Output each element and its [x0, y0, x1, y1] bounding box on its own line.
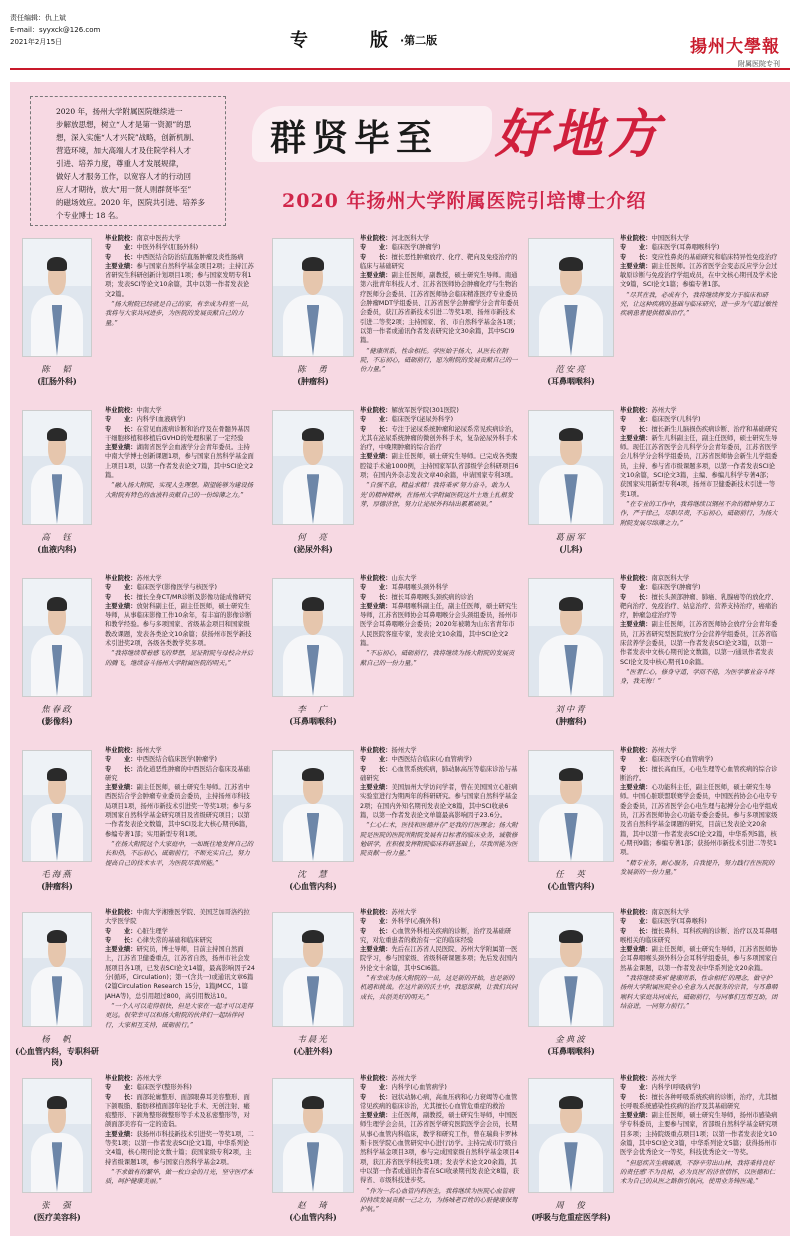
doctor-caption — [12, 1033, 102, 1068]
intro-line: 引进、培养力度，尊重人才发展规律， — [56, 159, 184, 168]
doctor-photo — [272, 410, 354, 525]
school-row: 毕业院校：解放军医学院(301医院) — [360, 407, 459, 414]
doctor-photo — [528, 410, 614, 525]
doctor-department: (影像科) — [41, 716, 73, 726]
doctor-department: (医疗美容科) — [33, 1212, 81, 1222]
achievement-row: 主要业绩：美国加州大学访问学者，曾在美国国立心脏病实验室进行为期两年的科研研究。参与国家自然科学基金2项；在国内外知名期刊发表论文8篇，其中SCI收录6篇，以第一作者发表论文单篇最高影响因子23.6分。 — [360, 784, 518, 820]
doctor-name: 葛丽军 — [555, 533, 587, 543]
major-row: 专 业：中西医结合临床医学(肿瘤学) — [105, 756, 217, 764]
doctor-caption — [12, 363, 102, 387]
specialty-row: 专 长：中西医结合防治结直肠肿瘤及炎性肠病 — [105, 253, 244, 261]
doctor-quote: “尽其在我，必成有个，我将继续挥发力于临床和研究，让这种疾病的基础与临床研究，进一步为气道过敏性疾病患者提供精准治疗。” — [620, 291, 778, 318]
doctor-department: (肿瘤科) — [555, 716, 587, 726]
intro-line: 2020 年，扬州大学附属医院继续进一 — [56, 107, 183, 116]
doctor-quote: “不求做有的繁华，做一枚白金的月光，坚守医疗本质，呵护健康美丽。” — [105, 1168, 254, 1186]
doctor-caption — [518, 868, 624, 892]
hero-title-accent: 好地方 — [495, 104, 664, 165]
doctor-department: (耳鼻咽喉科) — [547, 376, 595, 386]
doctor-caption — [12, 1199, 102, 1223]
doctor-caption — [518, 1033, 624, 1057]
doctor-department: (耳鼻咽喉科) — [547, 1046, 595, 1056]
school-row: 毕业院校：扬州大学 — [105, 747, 162, 754]
intro-line: 个专业博士 18 名。 — [56, 211, 123, 220]
header-info — [10, 12, 190, 48]
specialty-row: 专 长：擅长全身CT/MR诊断及影像功能成像研究 — [105, 593, 252, 601]
doctor-department: (肿瘤科) — [297, 376, 329, 386]
achievement-row: 主要业绩：耳鼻咽喉科副主任，副主任医师，硕士研究生导师，江苏省医师协会耳鼻咽喉分会头颈组委员，扬州市医学会耳鼻咽喉分会委员；2020年被聘为山东省青年市人民医院客座专家，发表论文10余篇，其中SCI论文2篇。 — [360, 602, 518, 648]
intro-line: 步解放思想，树立“人才是第一资源”的思 — [56, 120, 192, 129]
achievement-row: 主要业绩：心功能科主任，副主任医师，硕士研究生导师。中国心脏联盟联赛学会委员，中国医药协会心电专专委会委员，江苏省医学会心电生理与起搏分会心电学组成员，江苏省医师协会心功能专委会委员。参与多项国家级及省自然科学基金课题的研究，目前已发表论文20余篇，其中以第一作者发表SCI论文2篇，中华系列5篇，核心期刊9篇；参编专著1部；获扬州市新技术引进二等奖1项。 — [620, 784, 778, 857]
school-row: 毕业院校：苏州大学 — [105, 575, 162, 582]
doctor-quote: “融入扬大附院，实现人生理想。期望能够为建设扬大附院有特色的血液科贡献自己的一份绵薄之力。” — [105, 482, 254, 499]
doctor-profile — [105, 908, 255, 1068]
doctor-department: (血液内科) — [37, 544, 77, 554]
doctor-quote: “精专业务，耐心服务，自我提升，努力践行在医院的发展新的一份力量。” — [620, 859, 775, 876]
doctor-department: (肿瘤科) — [41, 881, 73, 891]
email-line[interactable]: E-mail：syyxck@126.com — [10, 26, 101, 34]
specialty-row: 专 长：擅长耳鼻咽喉头颈疾病的诊治 — [360, 593, 474, 601]
doctor-name: 毛海燕 — [41, 870, 73, 880]
doctor-quote: “有幸成为扬大附院的一员，这是新的开始，也是新的机遇和挑战。在这片新的沃土中，我愿深耕，让我们共同成长，共创美好的明天。” — [360, 975, 518, 1001]
achievement-row: 主要业绩：副主任医师，硕士研究生导师，江苏省医师协会耳鼻咽喉头颈外科分会耳科学组委员，参与多项国家自然基金课题，以第一作者发表中华系列论文20余篇。 — [620, 946, 778, 972]
specialty-row: 专 长：专注于泌尿系统肿瘤和泌尿系常见疾病诊治，尤其在泌尿系统肿瘤的微创外科手术，复杂泌尿外科手术治疗，中晚期肿瘤的综合治疗 — [360, 425, 518, 452]
specialty-row: 专 长：擅长恶性肿瘤放疗、化疗、靶向及免疫治疗的临床与基础研究 — [360, 253, 518, 270]
doctor-photo — [528, 750, 614, 862]
major-row: 专 业：临床医学(泌尿外科学) — [360, 416, 454, 424]
doctor-profile — [105, 746, 255, 901]
intro-line: 营造环境，加大高端人才及住院学科人才 — [56, 146, 191, 155]
doctor-caption — [262, 703, 364, 727]
doctor-profile — [620, 908, 778, 1068]
major-row: 专 业：内科学(呼吸病学) — [620, 1084, 701, 1092]
specialty-row: 专 长：变应性鼻炎的基础研究和临床特异性免疫治疗 — [620, 253, 778, 261]
hero-title: 群贤毕至 — [270, 117, 439, 159]
doctor-photo — [22, 578, 92, 697]
doctor-profile — [105, 234, 255, 399]
specialty-row: 专 长：擅长各种呼吸系统疾病的诊断，治疗，尤其擅长呼吸系统感染性疾病的治疗及其基础研究 — [620, 1093, 778, 1110]
major-row: 专 业：临床医学(心血管病学) — [620, 756, 714, 764]
date-line: 2021年2月15日 — [10, 38, 63, 46]
doctor-caption — [12, 703, 102, 727]
doctor-quote: “一个人可以走得很快，但是大家在一起才可以走得更远。很荣幸可以和扬大附院的伙伴们一起结伴同行，大家相互支持，砥砺前行。” — [105, 1002, 254, 1029]
doctor-photo — [272, 578, 354, 697]
masthead — [630, 32, 780, 69]
school-row: 毕业院校：河北医科大学 — [360, 235, 430, 242]
doctor-department: (心血管内科) — [289, 1212, 337, 1222]
major-row: 专 业：临床医学(肿瘤学) — [620, 584, 701, 592]
school-row: 毕业院校：苏州大学 — [105, 1075, 162, 1082]
doctor-caption — [518, 531, 624, 555]
section-title: 专 版 — [290, 30, 410, 51]
school-row: 毕业院校：中国医科大学 — [620, 235, 690, 242]
doctor-profile — [360, 908, 520, 1068]
doctor-department: (心脏外科) — [293, 1046, 333, 1056]
achievement-row: 主要业绩：副主任医师，硕士研究生导师。已完成各类腹腔镜手术逾1000例，主持国家军队省部级学会科研项目6项；在国内外杂志发表文章40余篇，申请国家专利3项。 — [360, 453, 519, 480]
editor-line: 责任编辑：仇上斌 — [10, 14, 66, 22]
doctor-name: 焦春政 — [41, 705, 73, 715]
doctor-quote: “我将继续带着感飞的梦想，见证附院与母校合并后的腾飞，继续奋斗扬州大学附属医院的明天。” — [105, 650, 254, 667]
doctor-department: (呼吸与危重症医学科) — [531, 1212, 611, 1222]
doctor-caption — [262, 531, 364, 555]
doctor-profile — [620, 574, 778, 739]
doctor-department: (耳鼻咽喉科) — [289, 716, 337, 726]
doctor-name: 金典波 — [555, 1035, 587, 1045]
achievement-row: 主要业绩：副主任医师，江苏省医师协会放疗分会青年委员，江苏省研究型医院放疗分会营养学组委员，江苏省临床营养学会委员，以第一作者发表SCI论文3篇，以第一作者发表中文核心期刊论文数篇，以第一/通讯作者发表SCI论文及中核心期刊10余篇。 — [620, 621, 778, 666]
doctor-department: (儿科) — [559, 544, 583, 554]
specialty-row: 专 长：面部轮廓整形、面部眼鼻耳美容整形、面下颌吸脂、脂肪移植面部年轻化手术、无创注射、瘢痕整形、下颌角整形微整形等手术及私密整形等，对颌面部美容有一定的造诣。 — [105, 1093, 250, 1129]
doctor-quote: “我将继续秉承‘健康所系，性命相托’的理念，做守护扬州大学附属医院全心全意为人民服务的宗旨，与耳鼻咽喉科大家庭共同成长，砥砺前行，与同事们互帮互助，团结奋进，一同努力前行。” — [620, 975, 778, 1010]
doctor-department: (心血管内科) — [289, 881, 337, 891]
doctor-photo — [272, 238, 354, 357]
major-row: 专 业：临床医学(影像医学与核医学) — [105, 584, 217, 592]
doctor-quote: “但愿疾苦生病痛涌，不辞辛劳出山林，我将秉持良好的责任感‘不为良相，必为良医’的济世情怀，以医德和仁术为自己的从医之路指引航向，使用业务铸医魂。” — [620, 1159, 776, 1186]
intro-box — [30, 96, 226, 226]
doctor-name: 韦晨光 — [297, 1035, 329, 1045]
doctor-photo — [528, 912, 614, 1027]
doctor-caption — [12, 531, 102, 555]
school-row: 毕业院校：山东大学 — [360, 575, 417, 582]
achievement-row: 主要业绩：湖南省医学会血液学分会青年委员。主持中南大学博士创新课题1项，参与国家自然科学基金面上项目1项，以第一作者发表论文7篇，其中SCI论文2篇。 — [105, 444, 254, 480]
doctor-caption — [262, 868, 364, 892]
specialty-row: 专 长：消化道恶性肿瘤的中西医结合临床及基础研究 — [105, 765, 250, 782]
achievement-row: 主要业绩：副主任医师，副教授，硕士研究生导师。南通第六批青年科技人才、江苏省医师协会肿瘤化疗与生物治疗医师分会委员、江苏省医师协会临床精准医疗专业委员会肿瘤MDT学组委员、江苏省医学会肿瘤学分会青年委员会委员，获江苏省新技术引进二等奖1项、扬州市新技术引进二等奖2项；主持国家、省、市自然科学基金各1项；以第一作者或通讯作者发表研究论文30余篇，其中SCI9篇。 — [360, 272, 520, 345]
doctor-photo — [22, 912, 92, 1027]
doctor-quote: “自强不息，精益求精！我将秉承‘努力奋斗，敢为人先’的精神精神，在扬州大学附属医院这片土地上扎根发芽，厚德济世，努力让泌尿外科结出累累硕果。” — [360, 482, 514, 508]
major-row: 专 业：临床医学(耳鼻喉科) — [620, 918, 707, 926]
major-row: 专 业：耳鼻咽喉头颈外科学 — [360, 584, 449, 592]
doctor-photo — [528, 578, 614, 697]
school-row: 毕业院校：中南大学湘雅医学院、美国芝加哥洛约拉大学医学院 — [105, 909, 250, 926]
doctor-profile — [360, 406, 520, 566]
doctor-name: 杨 帆 — [41, 1035, 73, 1045]
doctor-quote: “在专业的工作中，我将继续以钢丝不舍的精神努力工作，严于律己，尽职尽责，不忘初心，砥砺前行，为扬大附院发展尽绵薄之力。” — [620, 500, 778, 527]
doctor-name: 周 俊 — [555, 1201, 587, 1211]
major-row: 专 业：外科学(心胸外科) — [360, 918, 441, 926]
achievement-row: 主要业绩：新生儿科副主任，副主任医师，硕士研究生导师。现任江苏省医学会儿科学分会青年委员，江苏省医学会儿科学分会科学组委员，江苏省医师协会新生儿学组委员，主持、参与省市级课题多项，以第一作者发表SCI论文10余篇，SCI论文3篇，主编、参编儿科学专著4部；获国家实用新型专利4项，扬州市卫健委新技术引进一等奖1项。 — [620, 434, 778, 498]
doctor-name: 沈 慧 — [297, 870, 329, 880]
doctor-department: (心血管内科) — [547, 881, 595, 891]
achievement-row: 主要业绩：副主任医师。江苏省医学会变态反应学分会过敏原诊断与免疫治疗学组成员，在中文核心期刊及学术论文9篇，SCI论文1篇；参编专著1部。 — [620, 262, 778, 289]
major-row: 专 业：临床医学(儿科学) — [620, 416, 701, 424]
doctor-profile — [360, 234, 520, 399]
doctor-department: (心血管内科，专职科研岗) — [15, 1046, 99, 1067]
achievement-row: 主要业绩：研究员，博士导师，目前主持国自然面上，江苏省卫健委重点，江苏省自然，扬州市社会发展项目各1项，已发表SCI论文14篇，最高影响因子24分(循环，Circulation)；第一(含共一)或通讯文章6篇(2篇Circulation Research 15分，1篇JMCC，1篇JAHA等)，总引用超过800，高引用数达10。 — [105, 946, 255, 1000]
doctor-name: 张 强 — [41, 1201, 73, 1211]
intro-line: 应人才期待，放大“用一贤人则群贤毕至” — [56, 185, 192, 194]
doctor-photo — [528, 238, 614, 357]
achievement-row: 主要业绩：参与国家自然科学基金项目2项；主持江苏省研究生科研创新计划项目1项；参与国家发明专利1项；发表SCI等论文10余篇，其中以第一作者发表论文2篇。 — [105, 262, 254, 298]
specialty-row: 专 长：擅长新生儿脑损伤疾病诊断、治疗和基础研究 — [620, 425, 778, 433]
achievement-row: 主要业绩：副主任医师，硕士研究生导师。江苏省中西医结合学会肿瘤专业委员会委员，主持扬州市科技局项目1项，扬州市新技术引进奖一等奖1项；参与多项国家自然科学基金研究项目及省级研究项目；以第一作者发表论文数篇，其中SCI及北大核心期刊6篇，参编专著1部；实用新型专利1项。 — [105, 784, 252, 838]
doctor-name: 何 亮 — [297, 533, 329, 543]
school-row: 毕业院校：苏州大学 — [620, 747, 677, 754]
doctor-name: 李 广 — [297, 705, 329, 715]
major-row: 专 业：心脏生理学 — [105, 927, 168, 935]
doctor-department: (泌尿外科) — [293, 544, 333, 554]
doctor-photo — [272, 750, 354, 862]
doctor-caption — [262, 1199, 364, 1223]
achievement-row: 主要业绩：先后在江苏省人民医院、苏州大学附属第一医院学习，参与国家级、省级科研课题多项；先后发表国内外论文十余篇，其中SCI6篇。 — [360, 946, 518, 972]
major-row: 专 业：中西医结合临床(心血管病学) — [360, 756, 472, 764]
doctor-photo — [272, 1078, 354, 1193]
major-row: 专 业：临床医学(整形外科) — [105, 1084, 192, 1092]
intro-line: 做好人才服务工作，以宽容人才的行动回 — [56, 172, 191, 181]
doctor-quote: “在扬大附院这个大家庭中，一如既往地发挥自己的长和热，不忘初心，砥砺前行，不断充实自己，努力提高自己的技术水平，为医院尽我所能。” — [105, 840, 254, 867]
specialty-row: 专 长：擅长高血压，心电生理等心血管疾病的综合诊断治疗。 — [620, 765, 778, 782]
doctor-name: 刘中青 — [555, 705, 587, 715]
school-row: 毕业院校：南京医科大学 — [620, 909, 690, 916]
doctor-quote: “扬大附院已经就是自己的家，有幸成为科室一员，我将与大家共同进步，为医院的发展贡献自己的力量。” — [105, 301, 254, 327]
doctor-profile — [620, 406, 778, 566]
doctor-photo — [528, 1078, 614, 1193]
specialty-row: 专 长：冠状动脉心病，高血压病和心力衰竭等心血管常见疾病的临床诊治，尤其擅长心血管危重症的救治 — [360, 1093, 518, 1110]
doctor-name: 高 钰 — [41, 533, 73, 543]
doctor-name: 任 英 — [555, 870, 587, 880]
doctor-photo — [22, 750, 92, 862]
school-row: 毕业院校：扬州大学 — [360, 747, 417, 754]
page-subtitle: 2020 年扬州大学附属医院引培博士介绍 — [282, 190, 647, 212]
achievement-row: 主要业绩：放射科副主任，副主任医师，硕士研究生导师，从事临床影像工作10余年，有丰富的影像诊断和教学经验。参与多项国家、省级基金项目和国家级教改课题，发表各类论文10余篇；获扬州市医学新技术引进奖2项，各级各类教学奖多项。 — [105, 602, 252, 648]
doctor-caption — [262, 1033, 364, 1057]
doctor-quote: “不忘初心，砥砺前行，我将继续为扬大附院的发展贡献自己的一份力量。” — [360, 650, 515, 667]
specialty-row: 专 长：擅长鼻科、耳科疾病的诊断、治疗以及耳鼻咽喉相关的临床研究 — [620, 927, 778, 944]
doctor-profile — [620, 746, 778, 901]
achievement-row: 主要业绩：主任医师，副教授，硕士研究生导师，中国医师生理学会会员，江苏省医学研究医院医学会会员，长期从事心血管内科临床，教学和研究工作，曾在瑞典卡罗林斯卡医学院心血管研究中心进行访学。主持完成市厅级自然科学基金项目3项，参与完成国家级自然科学基金项目4项，获江苏省医学科技奖1项；发表学术论文20余篇，其中以第一作者或通讯作者在SCI收录期刊发表论文8篇，获得省、市级科技进步奖。 — [360, 1112, 520, 1185]
doctor-profile — [105, 1074, 255, 1234]
doctor-photo — [22, 1078, 92, 1193]
major-row: 专 业：内科学(血液病学) — [105, 416, 186, 424]
specialty-row: 专 长：擅长头颈部肿瘤、肺癌、乳腺癌等的放化疗、靶向治疗、免疫治疗、姑息治疗、营养支持治疗，癌痛治疗，肿瘤急症治疗等 — [620, 593, 778, 620]
major-row: 专 业：临床医学(耳鼻咽喉科学) — [620, 244, 720, 252]
doctor-profile — [360, 746, 520, 901]
doctor-photo — [22, 238, 92, 357]
edition-label: ·第二版 — [400, 34, 438, 47]
intro-line: 想，深入实施“人才兴院”战略，创新机制、 — [56, 133, 199, 142]
doctor-name: 陈 韬 — [41, 365, 73, 375]
doctor-caption — [12, 868, 102, 892]
specialty-row: 专 长：心血管外科相关疾病的诊断，治疗及基础研究，对危重患者的救治有一定的临床经验 — [360, 927, 512, 944]
header-rule — [10, 68, 790, 70]
masthead-subtitle: 附属医院专刊 — [738, 60, 780, 68]
doctor-department: (肛肠外科) — [37, 376, 77, 386]
school-row: 毕业院校：苏州大学 — [360, 909, 417, 916]
doctor-caption — [518, 1199, 624, 1223]
specialty-row: 专 长：心血管系统疾病，肺动脉高压等临床诊治与基础研究 — [360, 765, 518, 782]
school-row: 毕业院校：南京医科大学 — [620, 575, 690, 582]
doctor-quote: “医者仁心，修身守道，学而不倦，为医学事业奋斗终身，我无悔！” — [620, 668, 775, 686]
intro-line: 的磁场效应。2020 年，医院共引进、培养多 — [56, 198, 205, 207]
major-row: 专 业：中医外科学(肛肠外科) — [105, 244, 199, 252]
doctor-caption — [518, 363, 624, 387]
doctor-photo — [272, 912, 354, 1027]
doctor-caption — [262, 363, 364, 387]
doctor-quote: “作为一名心血管内科医生，我将继续为医院心血管病的持续发展贡献一己之力，为扬城老百姓的心脏健康保驾护航。” — [360, 1187, 518, 1214]
school-row: 毕业院校：南京中医药大学 — [105, 235, 181, 242]
doctor-profile — [105, 406, 255, 566]
doctor-quote: “健康所系，性命相托。学医始于扬大，从医长在附院，不忘初心，砥砺前行，愿为附院的发展贡献自己的一份力量。” — [360, 347, 518, 374]
school-row: 毕业院校：苏州大学 — [620, 407, 677, 414]
doctor-quote: “仁心仁术，医技和医德并存”是我的行医理念；扬大附院是医院的医院所附院发展有目标者的临床业务，诚敬修勉研学，在积极发挥附院临床科研基础上，尽我所能为医院贡献一份力量。” — [360, 822, 518, 858]
major-row: 专 业：内科学(心血管病学) — [360, 1084, 447, 1092]
school-row: 毕业院校：苏州大学 — [620, 1075, 677, 1082]
doctor-profile — [360, 1074, 520, 1234]
doctor-caption — [518, 703, 624, 727]
achievement-row: 主要业绩：获扬州市科技新技术引进奖一等奖1项，二等奖1项；以第一作者发表SCI论文1篇，中华系列论文4篇，核心期刊论文数十篇；获国家级专利2项，主持省级课题1项，参与国家自然科学基金2项。 — [105, 1130, 254, 1166]
school-row: 毕业院校：中南大学 — [105, 407, 162, 414]
doctor-profile — [620, 234, 778, 399]
doctor-name: 赵 琦 — [297, 1201, 329, 1211]
specialty-row: 专 长：在常见血液病诊断和治疗及在骨髓异基因干细胞移植和移植后GVHD的处理积累了一定经验 — [105, 425, 250, 442]
doctor-profile — [620, 1074, 778, 1234]
doctor-name: 范安亮 — [555, 365, 587, 375]
doctor-photo — [22, 410, 92, 525]
specialty-row: 专 长：心律失常的基础和临床研究 — [105, 936, 213, 944]
school-row: 毕业院校：苏州大学 — [360, 1075, 417, 1082]
doctor-profile — [360, 574, 520, 739]
masthead-title: 揚州大學報 — [690, 37, 780, 57]
doctor-name: 陈 勇 — [297, 365, 329, 375]
achievement-row: 主要业绩：副主任医师，硕士研究生导师，扬州市感染病学专科委员，主要参与国家，省部级自然科学基金研究项目多项；主持院级重点项目1项；以第一作者发表论文10余篇，其中SCI论文3篇，中华系列论文5篇；获得扬州市医学会优秀论文一等奖，科技优秀论文一等奖。 — [620, 1112, 778, 1157]
major-row: 专 业：临床医学(肿瘤学) — [360, 244, 441, 252]
doctor-profile — [105, 574, 255, 739]
